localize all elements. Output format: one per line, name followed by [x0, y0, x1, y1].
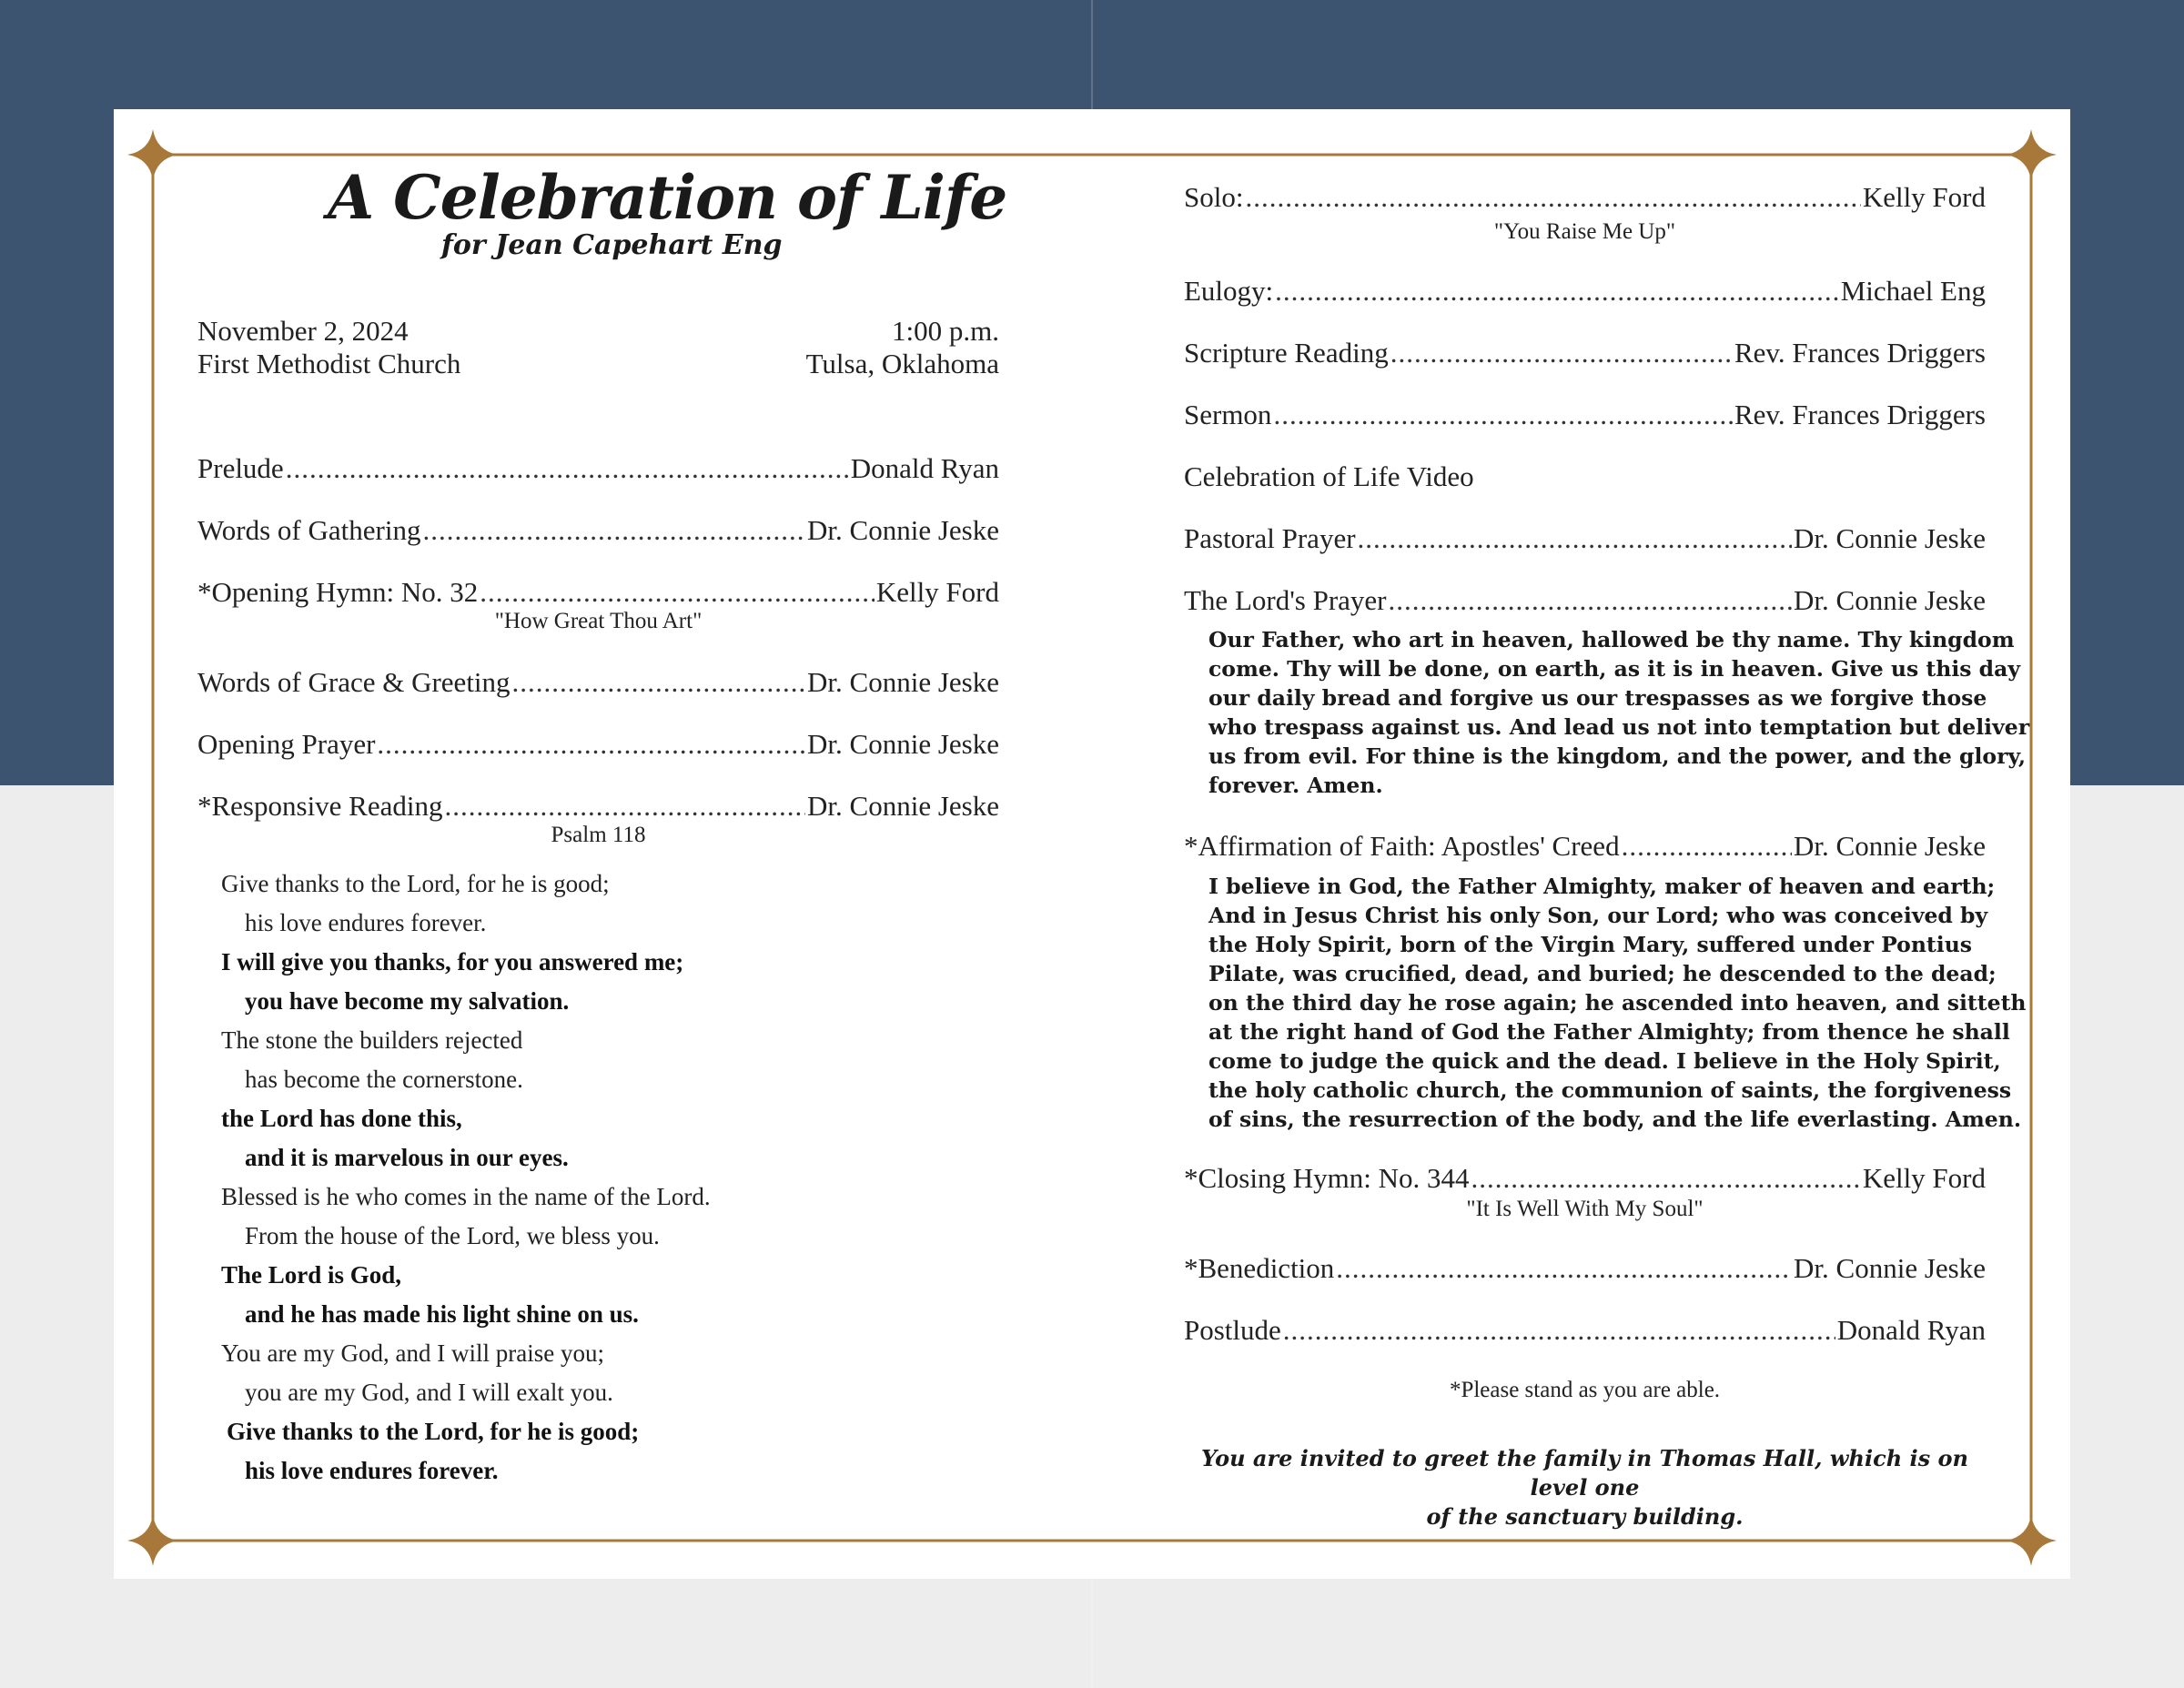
program-person: Dr. Connie Jeske: [807, 514, 999, 546]
program-row: [1184, 181, 1986, 214]
page-title: A Celebration of Life: [328, 162, 1007, 233]
service-date: November 2, 2024: [197, 315, 409, 347]
program-label: *Opening Hymn: No. 32: [197, 576, 479, 608]
psalm-line-bold: Give thanks to the Lord, for he is good;: [227, 1418, 640, 1445]
psalm-line: you are my God, and I will exalt you.: [245, 1379, 613, 1406]
creed-line: on the third day he rose again; he ascended into heaven, and sitteth: [1208, 990, 2027, 1016]
program-row: [197, 728, 999, 761]
prayer-line: us from evil. For thine is the kingdom, and the power, and the glory,: [1208, 743, 2027, 769]
psalm-line-bold: I will give you thanks, for you answered me;: [221, 948, 684, 975]
program-person: Dr. Connie Jeske: [807, 790, 999, 822]
psalm-line: You are my God, and I will praise you;: [221, 1339, 604, 1367]
creed-line: come to judge the quick and the dead. I believe in the Holy Spirit,: [1208, 1048, 2001, 1074]
star-ornament-icon: [127, 129, 178, 180]
psalm-line: The stone the builders rejected: [221, 1026, 523, 1054]
solo-title: "You Raise Me Up": [1493, 219, 1676, 244]
program-label: Words of Gathering: [197, 514, 421, 546]
program-row: [197, 576, 999, 609]
program-person: Dr. Connie Jeske: [807, 666, 999, 698]
prayer-line: come. Thy will be done, on earth, as it is in heaven. Give us this day: [1208, 656, 2020, 682]
psalm-line: has become the cornerstone.: [245, 1066, 523, 1093]
psalm-line-bold: you have become my salvation.: [245, 987, 570, 1015]
psalm-line-bold: his love endures forever.: [245, 1457, 499, 1484]
program-row: [1184, 1314, 1986, 1347]
psalm-line: Blessed is he who comes in the name of the Lord.: [221, 1183, 711, 1210]
program-person: Dr. Connie Jeske: [1794, 830, 1986, 862]
prayer-line: who trespass against us. And lead us not into temptation but deliver: [1208, 714, 2030, 740]
program-label: *Affirmation of Faith: Apostles' Creed: [1184, 830, 1620, 862]
program-person: Rev. Frances Driggers: [1734, 399, 1986, 430]
creed-line: I believe in God, the Father Almighty, maker of heaven and earth;: [1208, 874, 1996, 899]
program-row: [1184, 1252, 1986, 1285]
program-person: Rev. Frances Driggers: [1734, 337, 1986, 369]
program-label: The Lord's Prayer: [1184, 584, 1387, 616]
psalm-reference: Psalm 118: [551, 823, 646, 847]
star-ornament-icon: [2006, 1515, 2057, 1566]
apostles-creed-text: [1208, 872, 2027, 1134]
program-row: [1184, 460, 1986, 493]
program-person: Donald Ryan: [850, 452, 999, 484]
creed-line: the holy catholic church, the communion of saints, the forgiveness: [1208, 1077, 2012, 1103]
lords-prayer-text: [1208, 625, 2029, 800]
star-ornament-icon: [2006, 129, 2057, 180]
stand-note: *Please stand as you are able.: [1449, 1378, 1721, 1402]
program-label: *Benediction: [1184, 1252, 1335, 1284]
program-person: Kelly Ford: [875, 576, 999, 608]
service-venue: First Methodist Church: [197, 348, 461, 379]
program-label: Eulogy:: [1184, 275, 1274, 307]
creed-line: of sins, the resurrection of the body, and the life everlasting. Amen.: [1208, 1107, 2022, 1132]
hymn-title: "How Great Thou Art": [494, 609, 703, 633]
program-person: Dr. Connie Jeske: [1794, 522, 1986, 554]
program-row: [1184, 584, 1986, 617]
psalm-line-bold: and it is marvelous in our eyes.: [245, 1144, 569, 1171]
hymn-title: "It Is Well With My Soul": [1466, 1197, 1704, 1221]
program-row: [197, 514, 999, 547]
psalm-line-bold: The Lord is God,: [221, 1261, 402, 1289]
program-person: Donald Ryan: [1836, 1314, 1986, 1346]
program-person: Dr. Connie Jeske: [807, 728, 999, 760]
program-row: [197, 452, 999, 485]
prayer-line: forever. Amen.: [1208, 773, 1383, 798]
program-person: Dr. Connie Jeske: [1794, 1252, 1986, 1284]
invite-line: of the sanctuary building.: [1426, 1503, 1744, 1530]
program-row: [1184, 1162, 1986, 1195]
psalm-line-bold: and he has made his light shine on us.: [245, 1300, 639, 1328]
service-time: 1:00 p.m.: [892, 315, 999, 347]
program-label: Pastoral Prayer: [1184, 522, 1356, 554]
service-city: Tulsa, Oklahoma: [805, 348, 999, 379]
creed-line: the Holy Spirit, born of the Virgin Mary, suffered under Pontius: [1208, 932, 1973, 957]
program-label: Celebration of Life Video: [1184, 460, 1474, 492]
program-row: [1184, 830, 1986, 863]
invite-line: You are invited to greet the family in Thomas Hall, which is on level one: [1201, 1445, 1968, 1501]
program-label: Scripture Reading: [1184, 337, 1389, 369]
program-row: [1184, 337, 1986, 369]
psalm-line-bold: the Lord has done this,: [221, 1105, 462, 1132]
program-person: Kelly Ford: [1862, 181, 1986, 213]
program-person: Michael Eng: [1840, 275, 1986, 307]
program-label: Prelude: [197, 452, 284, 484]
program-row: [1184, 399, 1986, 431]
program-person: Dr. Connie Jeske: [1794, 584, 1986, 616]
psalm-line: From the house of the Lord, we bless you.: [245, 1222, 660, 1249]
program-label: *Closing Hymn: No. 344: [1184, 1162, 1470, 1194]
program-person: Kelly Ford: [1862, 1162, 1986, 1194]
psalm-line: his love endures forever.: [245, 909, 487, 936]
program-row: [197, 666, 999, 699]
prayer-line: Our Father, who art in heaven, hallowed be thy name. Thy kingdom: [1208, 627, 2015, 652]
program-label: *Responsive Reading: [197, 790, 443, 822]
program-label: Postlude: [1184, 1314, 1281, 1346]
program-label: Opening Prayer: [197, 728, 376, 760]
star-ornament-icon: [127, 1515, 178, 1566]
prayer-line: our daily bread and forgive us our trespasses as we forgive those: [1208, 685, 1987, 711]
creed-line: And in Jesus Christ his only Son, our Lord; who was conceived by: [1208, 903, 1988, 928]
creed-line: at the right hand of God the Father Almighty; from thence he shall: [1208, 1019, 2010, 1045]
page-subtitle: for Jean Capehart Eng: [441, 229, 783, 261]
program-row: [197, 790, 999, 823]
program-row: [1184, 275, 1986, 308]
psalm-line: Give thanks to the Lord, for he is good;: [221, 870, 610, 897]
creed-line: Pilate, was crucified, dead, and buried; he descended to the dead;: [1208, 961, 1997, 986]
program-label: Sermon: [1184, 399, 1272, 430]
reception-invitation: [1184, 1444, 1986, 1531]
program-label: Words of Grace & Greeting: [197, 666, 511, 698]
program-row: [1184, 522, 1986, 555]
program-label: Solo:: [1184, 181, 1244, 213]
